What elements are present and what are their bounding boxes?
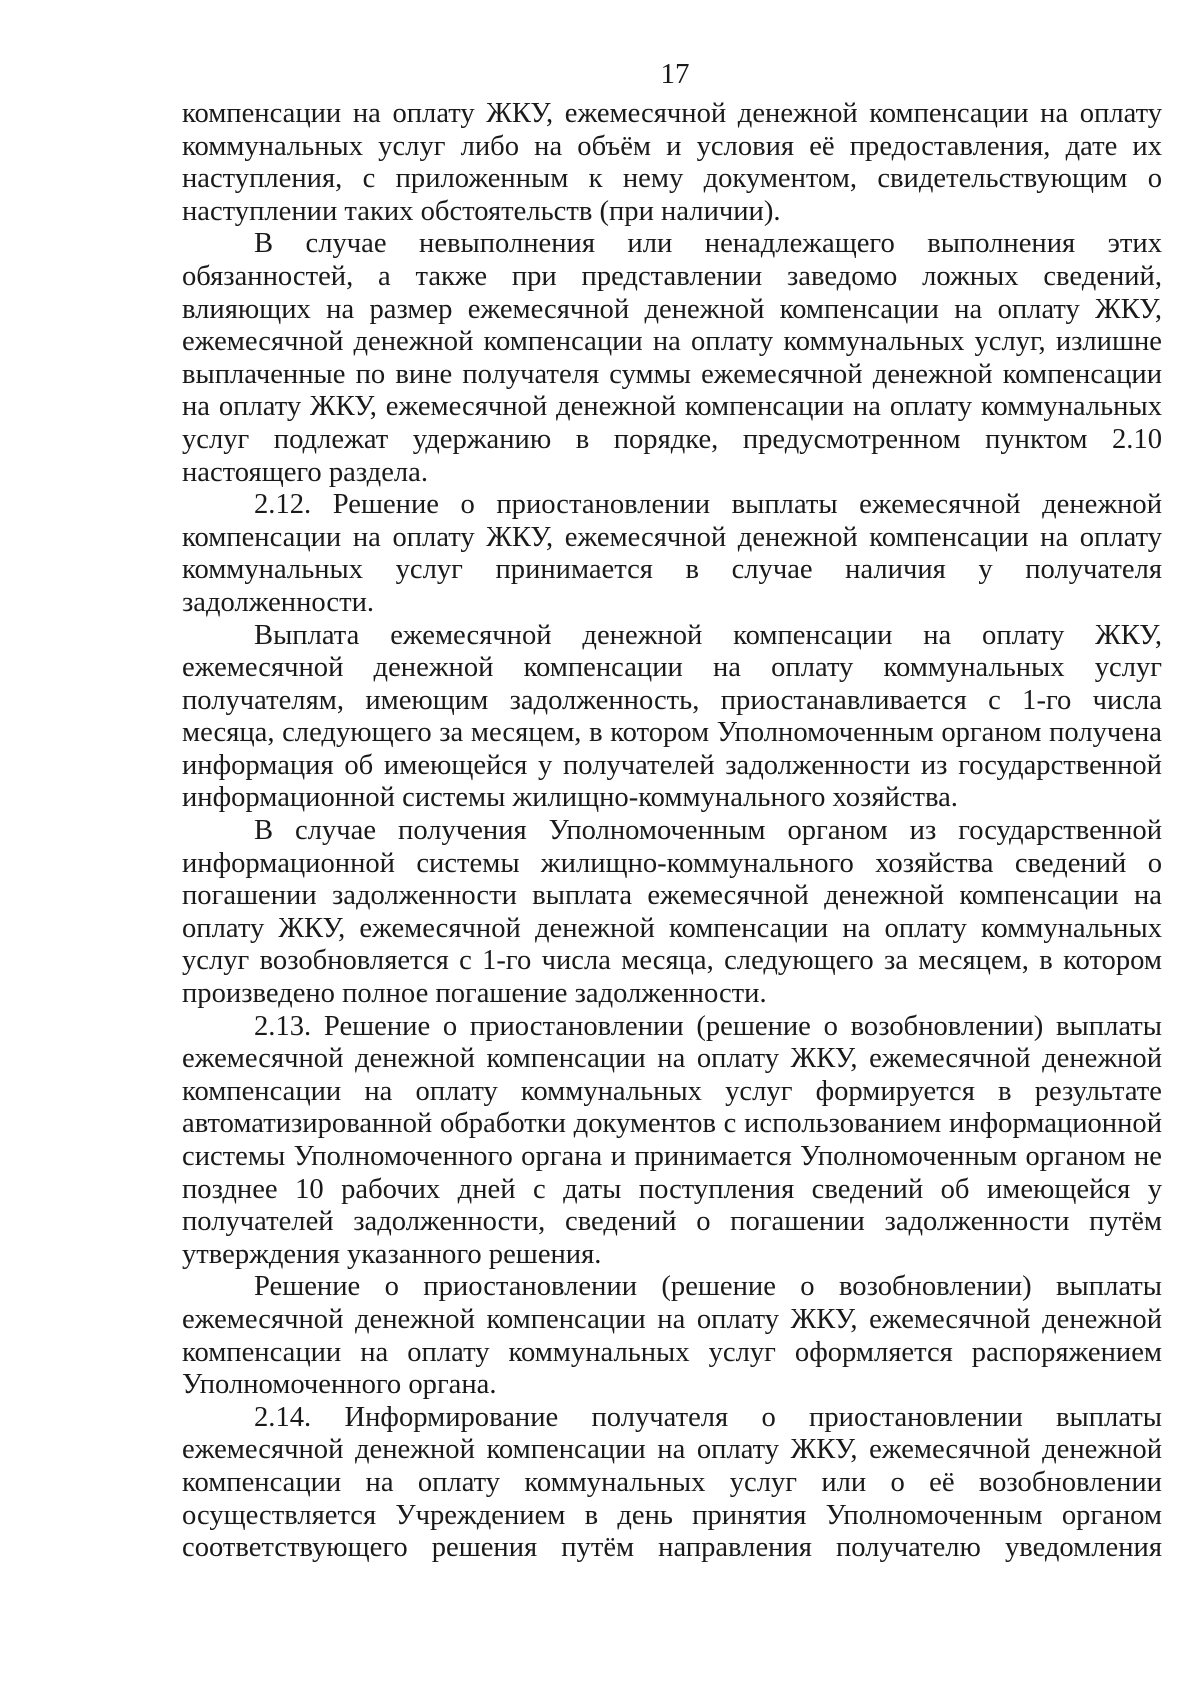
paragraph-clause-2-14: 2.14. Информирование получателя о приостановлении выплаты ежемесячной денежной компенсации на оплату ЖКУ, ежемесячной денежной компенсации на оплату коммунальных услуг или о её возобновлении осуществляется Учреждением в день принятия Уполномоченным органом соответствующего решения путём направления получателю уведомления <box>182 1401 1162 1564</box>
page-number: 17 <box>660 58 690 90</box>
paragraph-continuation: компенсации на оплату ЖКУ, ежемесячной денежной компенсации на оплату коммунальных услуг либо на объём и условия её предоставления, дате их наступления, с приложенным к нему документом, свидетельствующим о наступлении таких обстоятельств (при наличии). <box>182 98 1162 227</box>
paragraph-clause-2-13: 2.13. Решение о приостановлении (решение о возобновлении) выплаты ежемесячной денежной компенсации на оплату ЖКУ, ежемесячной денежной компенсации на оплату коммунальных услуг формируется в результате автоматизированной обработки документов с использованием информационной системы Уполномоченного органа и принимается Уполномоченным органом не позднее 10 рабочих дней с даты поступления сведений об имеющейся у получателей задолженности, сведений о погашении задолженности путём утверждения указанного решения. <box>182 1010 1162 1270</box>
document-body <box>182 98 1162 1565</box>
paragraph-clause-2-12: 2.12. Решение о приостановлении выплаты ежемесячной денежной компенсации на оплату ЖКУ, ежемесячной денежной компенсации на оплату коммунальных услуг принимается в случае наличия у получателя задолженности. <box>182 489 1162 618</box>
paragraph-obligations-violation: В случае невыполнения или ненадлежащего выполнения этих обязанностей, а также при представлении заведомо ложных сведений, влияющих на размер ежемесячной денежной компенсации на оплату ЖКУ, ежемесячной денежной компенсации на оплату коммунальных услуг, излишне выплаченные по вине получателя суммы ежемесячной денежной компенсации на оплату ЖКУ, ежемесячной денежной компенсации на оплату коммунальных услуг подлежат удержанию в порядке, предусмотренном пунктом 2.10 настоящего раздела. <box>182 228 1162 488</box>
paragraph-payment-resumption: В случае получения Уполномоченным органом из государственной информационной системы жилищно-коммунального хозяйства сведений о погашении задолженности выплата ежемесячной денежной компенсации на оплату ЖКУ, ежемесячной денежной компенсации на оплату коммунальных услуг возобновляется с 1-го числа месяца, следующего за месяцем, в котором произведено полное погашение задолженности. <box>182 815 1162 1010</box>
paragraph-decision-order: Решение о приостановлении (решение о возобновлении) выплаты ежемесячной денежной компенсации на оплату ЖКУ, ежемесячной денежной компенсации на оплату коммунальных услуг оформляется распоряжением Уполномоченного органа. <box>182 1271 1162 1401</box>
paragraph-payment-suspension: Выплата ежемесячной денежной компенсации на оплату ЖКУ, ежемесячной денежной компенсации на оплату коммунальных услуг получателям, имеющим задолженность, приостанавливается с 1-го числа месяца, следующего за месяцем, в котором Уполномоченным органом получена информация об имеющейся у получателей задолженности из государственной информационной системы жилищно-коммунального хозяйства. <box>182 619 1162 814</box>
